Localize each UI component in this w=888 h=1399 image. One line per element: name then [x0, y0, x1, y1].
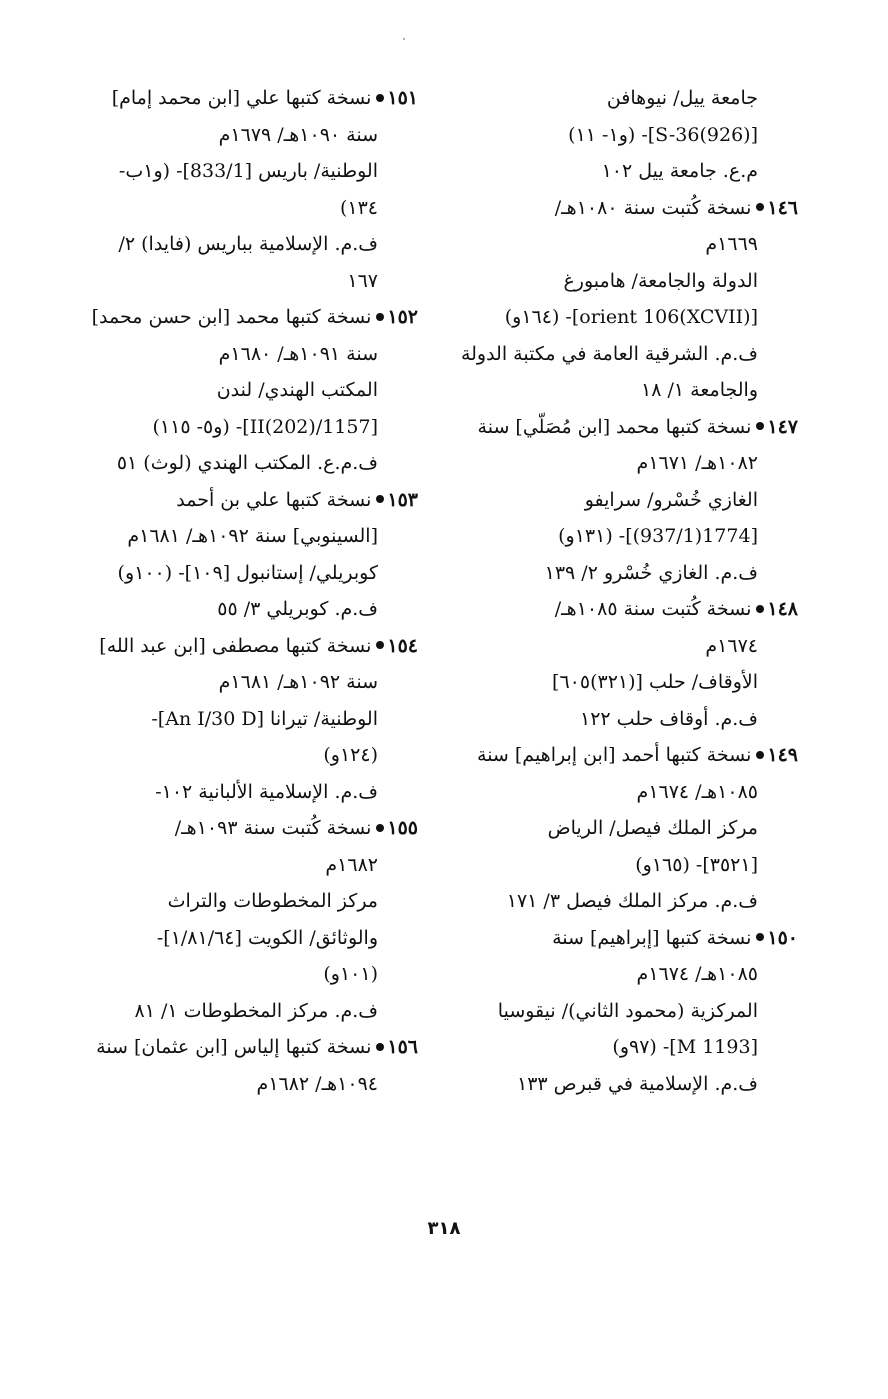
entry-text: ١٠٩٤هـ/ ١٦٨٢م	[256, 1072, 378, 1095]
entry-detail-line	[435, 956, 780, 993]
bullet-icon	[756, 422, 764, 430]
entry-detail-line	[435, 628, 780, 665]
entry-text: ١٠٨٢هـ/ ١٦٧١م	[636, 452, 758, 474]
entry-text: الوطنية/ تيرانا [An I/30 D]-	[151, 707, 378, 730]
bullet-icon	[376, 1043, 384, 1051]
entry-detail-line	[55, 263, 400, 300]
entry-number: ١٥٠	[767, 926, 798, 949]
entry-text: ١٠٨٥هـ/ ١٦٧٤م	[636, 780, 758, 803]
entry-text: ف.م. الإسلامية في قبرص ١٣٣	[517, 1072, 758, 1095]
entry-detail-line	[435, 336, 780, 373]
entry-text: ف.م. الإسلامية الألبانية ١٠٢-	[155, 780, 378, 803]
entry-text: [M 1193]- (٩٧و)	[612, 1036, 758, 1058]
entry-heading-line	[55, 628, 418, 665]
entry-text: نسخة كتبها [إبراهيم] سنة	[552, 926, 752, 949]
entry-detail-line	[435, 299, 780, 336]
entry-detail-line	[435, 774, 780, 811]
entry-number: ١٤٩	[767, 744, 798, 766]
entry-text: (١٢٤و)	[323, 744, 378, 766]
entry-detail-line	[435, 518, 780, 555]
entry-number: ١٥٥	[387, 817, 418, 839]
entry-text: الوطنية/ باريس [833/1]- (و١ب-	[118, 160, 378, 182]
entry-text: ١٦٧	[347, 269, 378, 292]
entry-detail-line	[55, 372, 400, 409]
entry-text: والجامعة ١/ ١٨	[641, 379, 758, 401]
entry-detail-line	[435, 1066, 780, 1103]
entry-detail-line	[435, 80, 780, 117]
entry-text: الغازي خُسْرو/ سرايفو	[584, 488, 758, 511]
entry-text: سنة ١٠٩٢هـ/ ١٦٨١م	[218, 671, 378, 693]
entry-text: المركزية (محمود الثاني)/ نيقوسيا	[497, 999, 758, 1022]
entry-text: ف.م. كوبريلي ٣/ ٥٥	[217, 598, 378, 620]
entry-detail-line	[55, 774, 400, 811]
entry-text: نسخة كُتبت سنة ١٠٨٠هـ/	[554, 196, 752, 219]
entry-detail-line	[55, 956, 400, 993]
entry-detail-line	[55, 701, 400, 738]
entry-text: ف.م. مركز الملك فيصل ٣/ ١٧١	[506, 890, 758, 912]
entry-number: ١٥١	[387, 87, 418, 109]
entry-detail-line	[435, 372, 780, 409]
entry-text: ف.م. الغازي خُسْرو ٢/ ١٣٩	[544, 561, 758, 584]
entry-text: نسخة كتبها علي [ابن محمد إمام]	[111, 87, 372, 109]
bullet-icon	[376, 641, 384, 649]
entry-number: ١٥٣	[387, 488, 418, 511]
entry-text: مركز الملك فيصل/ الرياض	[547, 817, 758, 839]
entry-heading-line	[435, 920, 798, 957]
entry-detail-line	[435, 701, 780, 738]
entry-detail-line	[55, 664, 400, 701]
entry-text: الدولة والجامعة/ هامبورغ	[563, 269, 758, 292]
entry-number: ١٤٦	[767, 196, 798, 219]
entry-detail-line	[435, 482, 780, 519]
entry-detail-line	[435, 226, 780, 263]
entry-heading-line	[55, 299, 418, 336]
entry-number: ١٥٦	[387, 1036, 418, 1058]
entry-text: ف.م. الشرقية العامة في مكتبة الدولة	[460, 342, 758, 365]
entry-text: نسخة كتبها محمد [ابن حسن محمد]	[91, 306, 372, 328]
entry-detail-line	[55, 883, 400, 920]
entry-text: سنة ١٠٩١هـ/ ١٦٨٠م	[218, 342, 378, 365]
entry-detail-line	[55, 591, 400, 628]
entry-heading-line	[55, 810, 418, 847]
entry-text: ف.م.ع. المكتب الهندي (لوث) ٥١	[116, 452, 378, 474]
bullet-icon	[376, 824, 384, 832]
entry-detail-line	[435, 445, 780, 482]
entry-detail-line	[55, 336, 400, 373]
entry-text: [S-36(926)]- (و١- ١١)	[568, 123, 758, 146]
entry-detail-line	[55, 1066, 400, 1103]
right-column	[435, 80, 798, 1102]
entry-detail-line	[55, 153, 400, 190]
entry-text: والوثائق/ الكويت [١/٨١/٦٤]-	[156, 926, 378, 949]
entry-heading-line	[55, 1029, 418, 1066]
entry-detail-line	[435, 993, 780, 1030]
entry-text: نسخة كتبها علي بن أحمد	[176, 488, 372, 511]
entry-detail-line	[435, 810, 780, 847]
entry-heading-line	[435, 591, 798, 628]
entry-text: كوبريلي/ إستانبول [١٠٩]- (١٠٠و)	[117, 561, 378, 584]
entry-heading-line	[435, 737, 798, 774]
bullet-icon	[756, 933, 764, 941]
entry-text: ف.م. الإسلامية بباريس (فايدا) ٢/	[118, 233, 378, 255]
entry-text: [1774(937/1)]- (١٣١و)	[558, 525, 758, 547]
entry-text: مركز المخطوطات والتراث	[167, 890, 378, 912]
entry-text: المكتب الهندي/ لندن	[216, 379, 378, 401]
entry-text: نسخة كُتبت سنة ١٠٨٥هـ/	[554, 598, 752, 620]
entry-text: نسخة كتبها إلياس [ابن عثمان] سنة	[96, 1036, 372, 1058]
bullet-icon	[756, 751, 764, 759]
bullet-icon	[756, 203, 764, 211]
bullet-icon	[376, 313, 384, 321]
entry-number: ١٥٤	[387, 634, 418, 657]
entry-detail-line	[55, 737, 400, 774]
entry-detail-line	[55, 993, 400, 1030]
entry-detail-line	[55, 445, 400, 482]
entry-heading-line	[55, 482, 418, 519]
entry-detail-line	[55, 518, 400, 555]
entry-detail-line	[55, 555, 400, 592]
entry-number: ١٥٢	[387, 306, 418, 328]
entry-text: [orient 106(XCVII)]- (١٦٤و)	[504, 306, 758, 328]
entry-text: جامعة ييل/ نيوهافن	[606, 87, 758, 109]
entry-text: نسخة كتبها أحمد [ابن إبراهيم] سنة	[477, 744, 752, 766]
entry-detail-line	[55, 226, 400, 263]
entry-detail-line	[435, 1029, 780, 1066]
entry-text: ١٦٦٩م	[705, 233, 758, 255]
bullet-icon	[376, 495, 384, 503]
entry-text: ١٠٨٥هـ/ ١٦٧٤م	[636, 963, 758, 985]
entry-number: ١٤٧	[767, 415, 798, 438]
entry-text: [٣٥٢١]- (١٦٥و)	[635, 853, 758, 876]
entry-detail-line	[55, 920, 400, 957]
page-number: ٣١٨	[427, 1218, 461, 1239]
entry-text: نسخة كتبها محمد [ابن مُصَلّي] سنة	[477, 415, 752, 438]
entry-text: ١٦٧٤م	[705, 634, 758, 657]
entry-text: ١٦٨٢م	[325, 853, 378, 876]
entry-text: نسخة كتبها مصطفى [ابن عبد الله]	[99, 634, 372, 657]
entry-detail-line	[55, 190, 400, 227]
entry-text: (١٠١و)	[323, 963, 378, 985]
scan-speck	[403, 38, 405, 40]
entry-text: [1157/II(202)]- (و٥- ١١٥)	[152, 415, 378, 438]
entry-text: [السينوبي] سنة ١٠٩٢هـ/ ١٦٨١م	[127, 525, 378, 547]
entry-detail-line	[435, 847, 780, 884]
bullet-icon	[376, 94, 384, 102]
entry-heading-line	[55, 80, 418, 117]
entry-heading-line	[435, 190, 798, 227]
entry-number: ١٤٨	[767, 598, 798, 620]
entry-detail-line	[435, 664, 780, 701]
entry-detail-line	[55, 117, 400, 154]
entry-text: ف.م. أوقاف حلب ١٢٢	[580, 707, 758, 730]
entry-heading-line	[435, 409, 798, 446]
entry-detail-line	[435, 883, 780, 920]
entry-text: م.ع. جامعة ييل ١٠٢	[601, 160, 758, 182]
left-column	[55, 80, 418, 1102]
entry-text: الأوقاف/ حلب [(٣٢١)٦٠٥]	[552, 671, 758, 693]
bullet-icon	[756, 605, 764, 613]
entry-text: ١٣٤)	[339, 196, 378, 219]
entry-detail-line	[55, 409, 400, 446]
entry-detail-line	[435, 263, 780, 300]
entry-detail-line	[435, 555, 780, 592]
entry-detail-line	[435, 117, 780, 154]
entry-detail-line	[55, 847, 400, 884]
entry-text: سنة ١٠٩٠هـ/ ١٦٧٩م	[218, 123, 378, 146]
entry-detail-line	[435, 153, 780, 190]
entry-text: ف.م. مركز المخطوطات ١/ ٨١	[134, 999, 378, 1022]
entry-text: نسخة كُتبت سنة ١٠٩٣هـ/	[174, 817, 372, 839]
